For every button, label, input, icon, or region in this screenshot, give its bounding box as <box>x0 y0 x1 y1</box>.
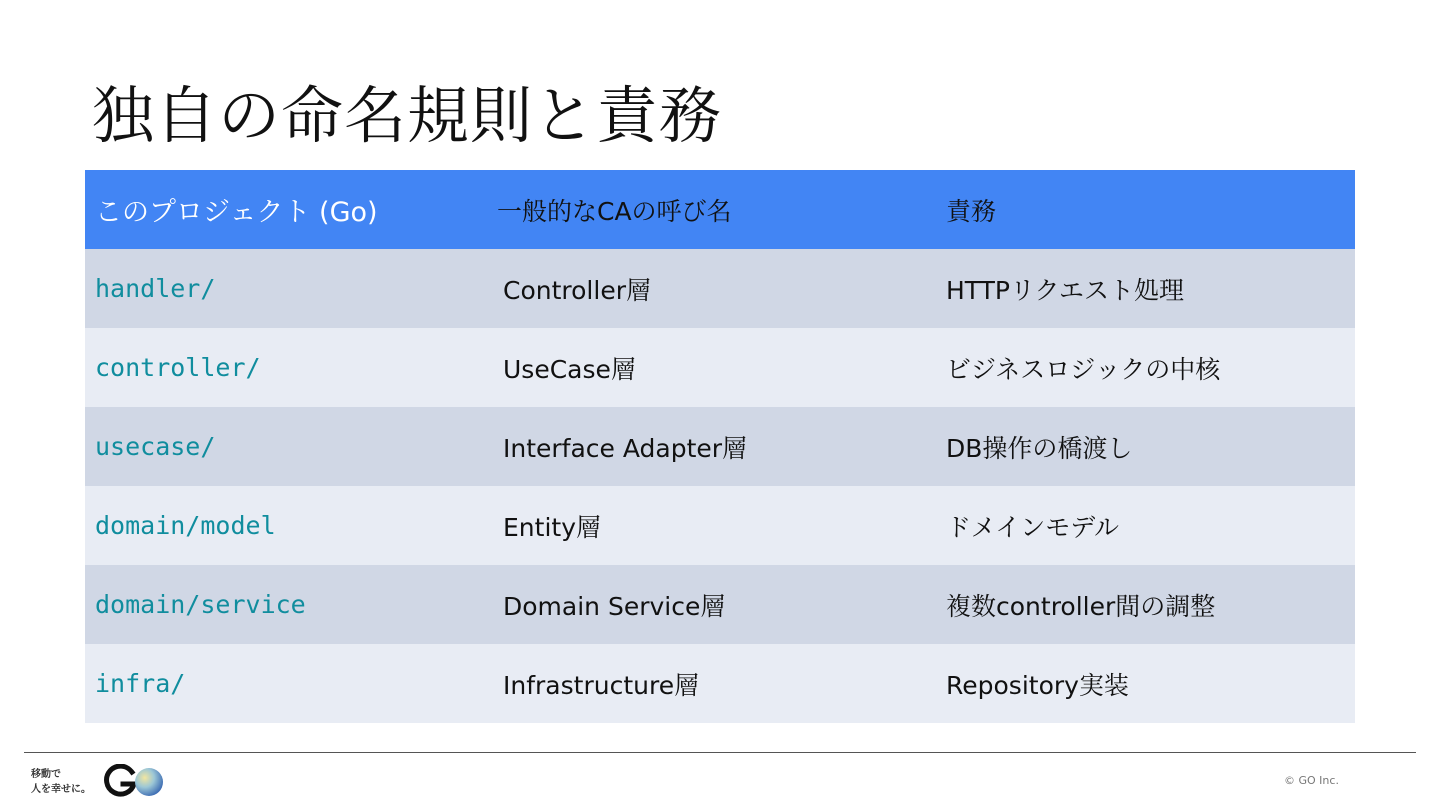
responsibility-cell: DB操作の橋渡し <box>946 433 1133 463</box>
responsibility-cell: Repository実装 <box>946 670 1129 700</box>
responsibility-cell: HTTPリクエスト処理 <box>946 275 1184 305</box>
go-logo <box>31 764 166 800</box>
project-dir-cell: controller/ <box>95 353 261 382</box>
responsibility-cell: ドメインモデル <box>946 512 1120 542</box>
project-dir-cell: handler/ <box>95 274 216 303</box>
project-dir-cell: domain/model <box>95 511 276 540</box>
naming-table <box>85 170 1355 723</box>
tagline-line-1: 移動で <box>31 769 61 780</box>
table-row <box>85 565 1355 644</box>
ca-layer-cell: Domain Service層 <box>503 591 726 621</box>
table-row <box>85 407 1355 486</box>
header-project-column: このプロジェクト (Go) <box>95 197 378 228</box>
ca-layer-cell: Entity層 <box>503 512 601 542</box>
footer-divider <box>24 752 1416 753</box>
project-dir-cell: infra/ <box>95 669 186 698</box>
table-row <box>85 328 1355 407</box>
table-row <box>85 644 1355 723</box>
ca-layer-cell: Controller層 <box>503 275 651 305</box>
header-responsibility-column: 責務 <box>946 196 997 226</box>
ca-layer-cell: Infrastructure層 <box>503 670 700 700</box>
responsibility-cell: 複数controller間の調整 <box>946 591 1216 621</box>
header-ca-name-column: 一般的なCAの呼び名 <box>497 196 732 226</box>
ca-layer-cell: Interface Adapter層 <box>503 433 748 463</box>
logo-tagline <box>31 767 101 797</box>
copyright-text: © GO Inc. <box>1284 774 1339 787</box>
project-dir-cell: usecase/ <box>95 432 216 461</box>
table-header-row <box>85 170 1355 249</box>
table-row <box>85 486 1355 565</box>
tagline-line-2: 人を幸せに。 <box>31 784 91 795</box>
project-dir-cell: domain/service <box>95 590 306 619</box>
responsibility-cell: ビジネスロジックの中核 <box>946 354 1221 384</box>
table-row <box>85 249 1355 328</box>
slide-title: 独自の命名規則と責務 <box>92 79 723 152</box>
ca-layer-cell: UseCase層 <box>503 354 636 384</box>
go-logo-mark-icon <box>104 764 166 800</box>
